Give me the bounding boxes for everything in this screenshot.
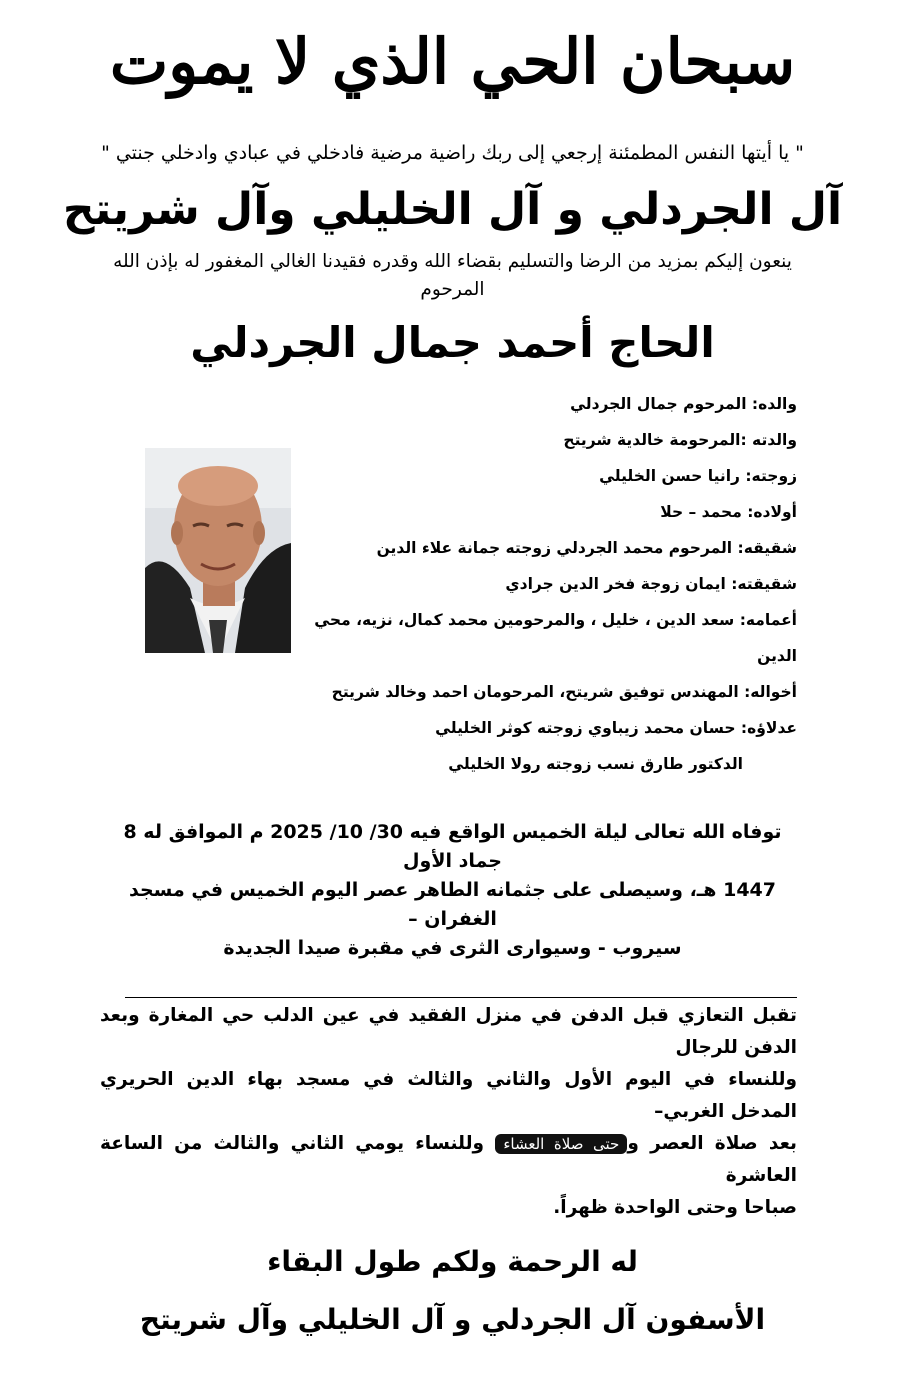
death-notice-line: توفاه الله تعالى ليلة الخميس الواقع فيه 30/ 10/ 2025 م الموافق له 8 جماد الأول — [123, 821, 782, 872]
relative-brother-in-law-2: الدكتور طارق نسب زوجته رولا الخليلي — [448, 755, 743, 773]
condolence-line — [100, 1128, 797, 1192]
relatives-list — [291, 386, 797, 782]
intro-line: المرحوم — [420, 279, 485, 300]
calligraphy-header: سبحان الحي الذي لا يموت — [109, 25, 796, 98]
closing-prayer: له الرحمة ولكم طول البقاء — [267, 1245, 638, 1278]
condolence-text: وللنساء يومي الثاني والثالث من الساعة العاشرة — [100, 1133, 797, 1186]
condolence-line: وللنساء في اليوم الأول والثاني والثالث في مسجد بهاء الدين الحريري المدخل الغربي– — [100, 1069, 797, 1122]
condolence-text: بعد صلاة العصر و — [627, 1133, 797, 1154]
relative-maternal-uncles: أخواله: المهندس توفيق شريتح، المرحومان احمد وخالد شريتح — [331, 683, 797, 701]
relative-brothers-in-law: عدلاؤه: حسان محمد زيباوي زوجته كوثر الخليلي — [435, 719, 797, 737]
deceased-name: الحاج أحمد جمال الجردلي — [190, 318, 715, 367]
announcement-intro — [60, 248, 845, 304]
relatives-section — [129, 386, 797, 782]
intro-line: ينعون إليكم بمزيد من الرضا والتسليم بقضاء الله وقدره فقيدنا الغالي المغفور له بإذن الله — [113, 251, 792, 272]
relative-mother: والدته :المرحومة خالدية شريتح — [563, 431, 797, 449]
highlight-badge: حتى صلاة العشاء — [495, 1134, 627, 1154]
quran-verse: " يا أيتها النفس المطمئنة إرجعي إلى ربك راضية مرضية فادخلي في عبادي وادخلي جنتي " — [101, 142, 804, 164]
relative-father: والده: المرحوم جمال الجردلي — [570, 395, 797, 413]
relative-wife: زوجته: رانيا حسن الخليلي — [599, 467, 797, 485]
relative-sister: شقيقته: ايمان زوجة فخر الدين جرادي — [505, 575, 797, 593]
divider — [125, 997, 797, 998]
relative-paternal-uncles: أعمامه: سعد الدين ، خليل ، والمرحومين محمد كمال، نزيه، محي الدين — [314, 611, 797, 665]
death-notice-line: سيروب - وسيوارى الثرى في مقبرة صيدا الجديدة — [223, 937, 682, 959]
relative-children: أولاده: محمد – حلا — [660, 503, 797, 521]
condolence-line: صباحا وحتى الواحدة ظهراً. — [553, 1197, 797, 1218]
portrait-image — [145, 448, 291, 653]
families-title: آل الجردلي و آل الخليلي وآل شريتح — [62, 184, 843, 235]
condolence-line: تقبل التعازي قبل الدفن في منزل الفقيد في عين الدلب حي المغارة وبعد الدفن للرجال — [100, 1005, 797, 1058]
condolence-info — [100, 1000, 797, 1224]
death-notice — [100, 818, 805, 963]
relative-brother: شقيقه: المرحوم محمد الجردلي زوجته جمانة علاء الدين — [376, 539, 797, 557]
deceased-photo — [145, 448, 291, 653]
mourners-signature: الأسفون آل الجردلي و آل الخليلي وآل شريتح — [139, 1303, 766, 1336]
death-notice-line: 1447 هـ، وسيصلى على جثمانه الطاهر عصر اليوم الخميس في مسجد الغفران – — [129, 879, 776, 930]
